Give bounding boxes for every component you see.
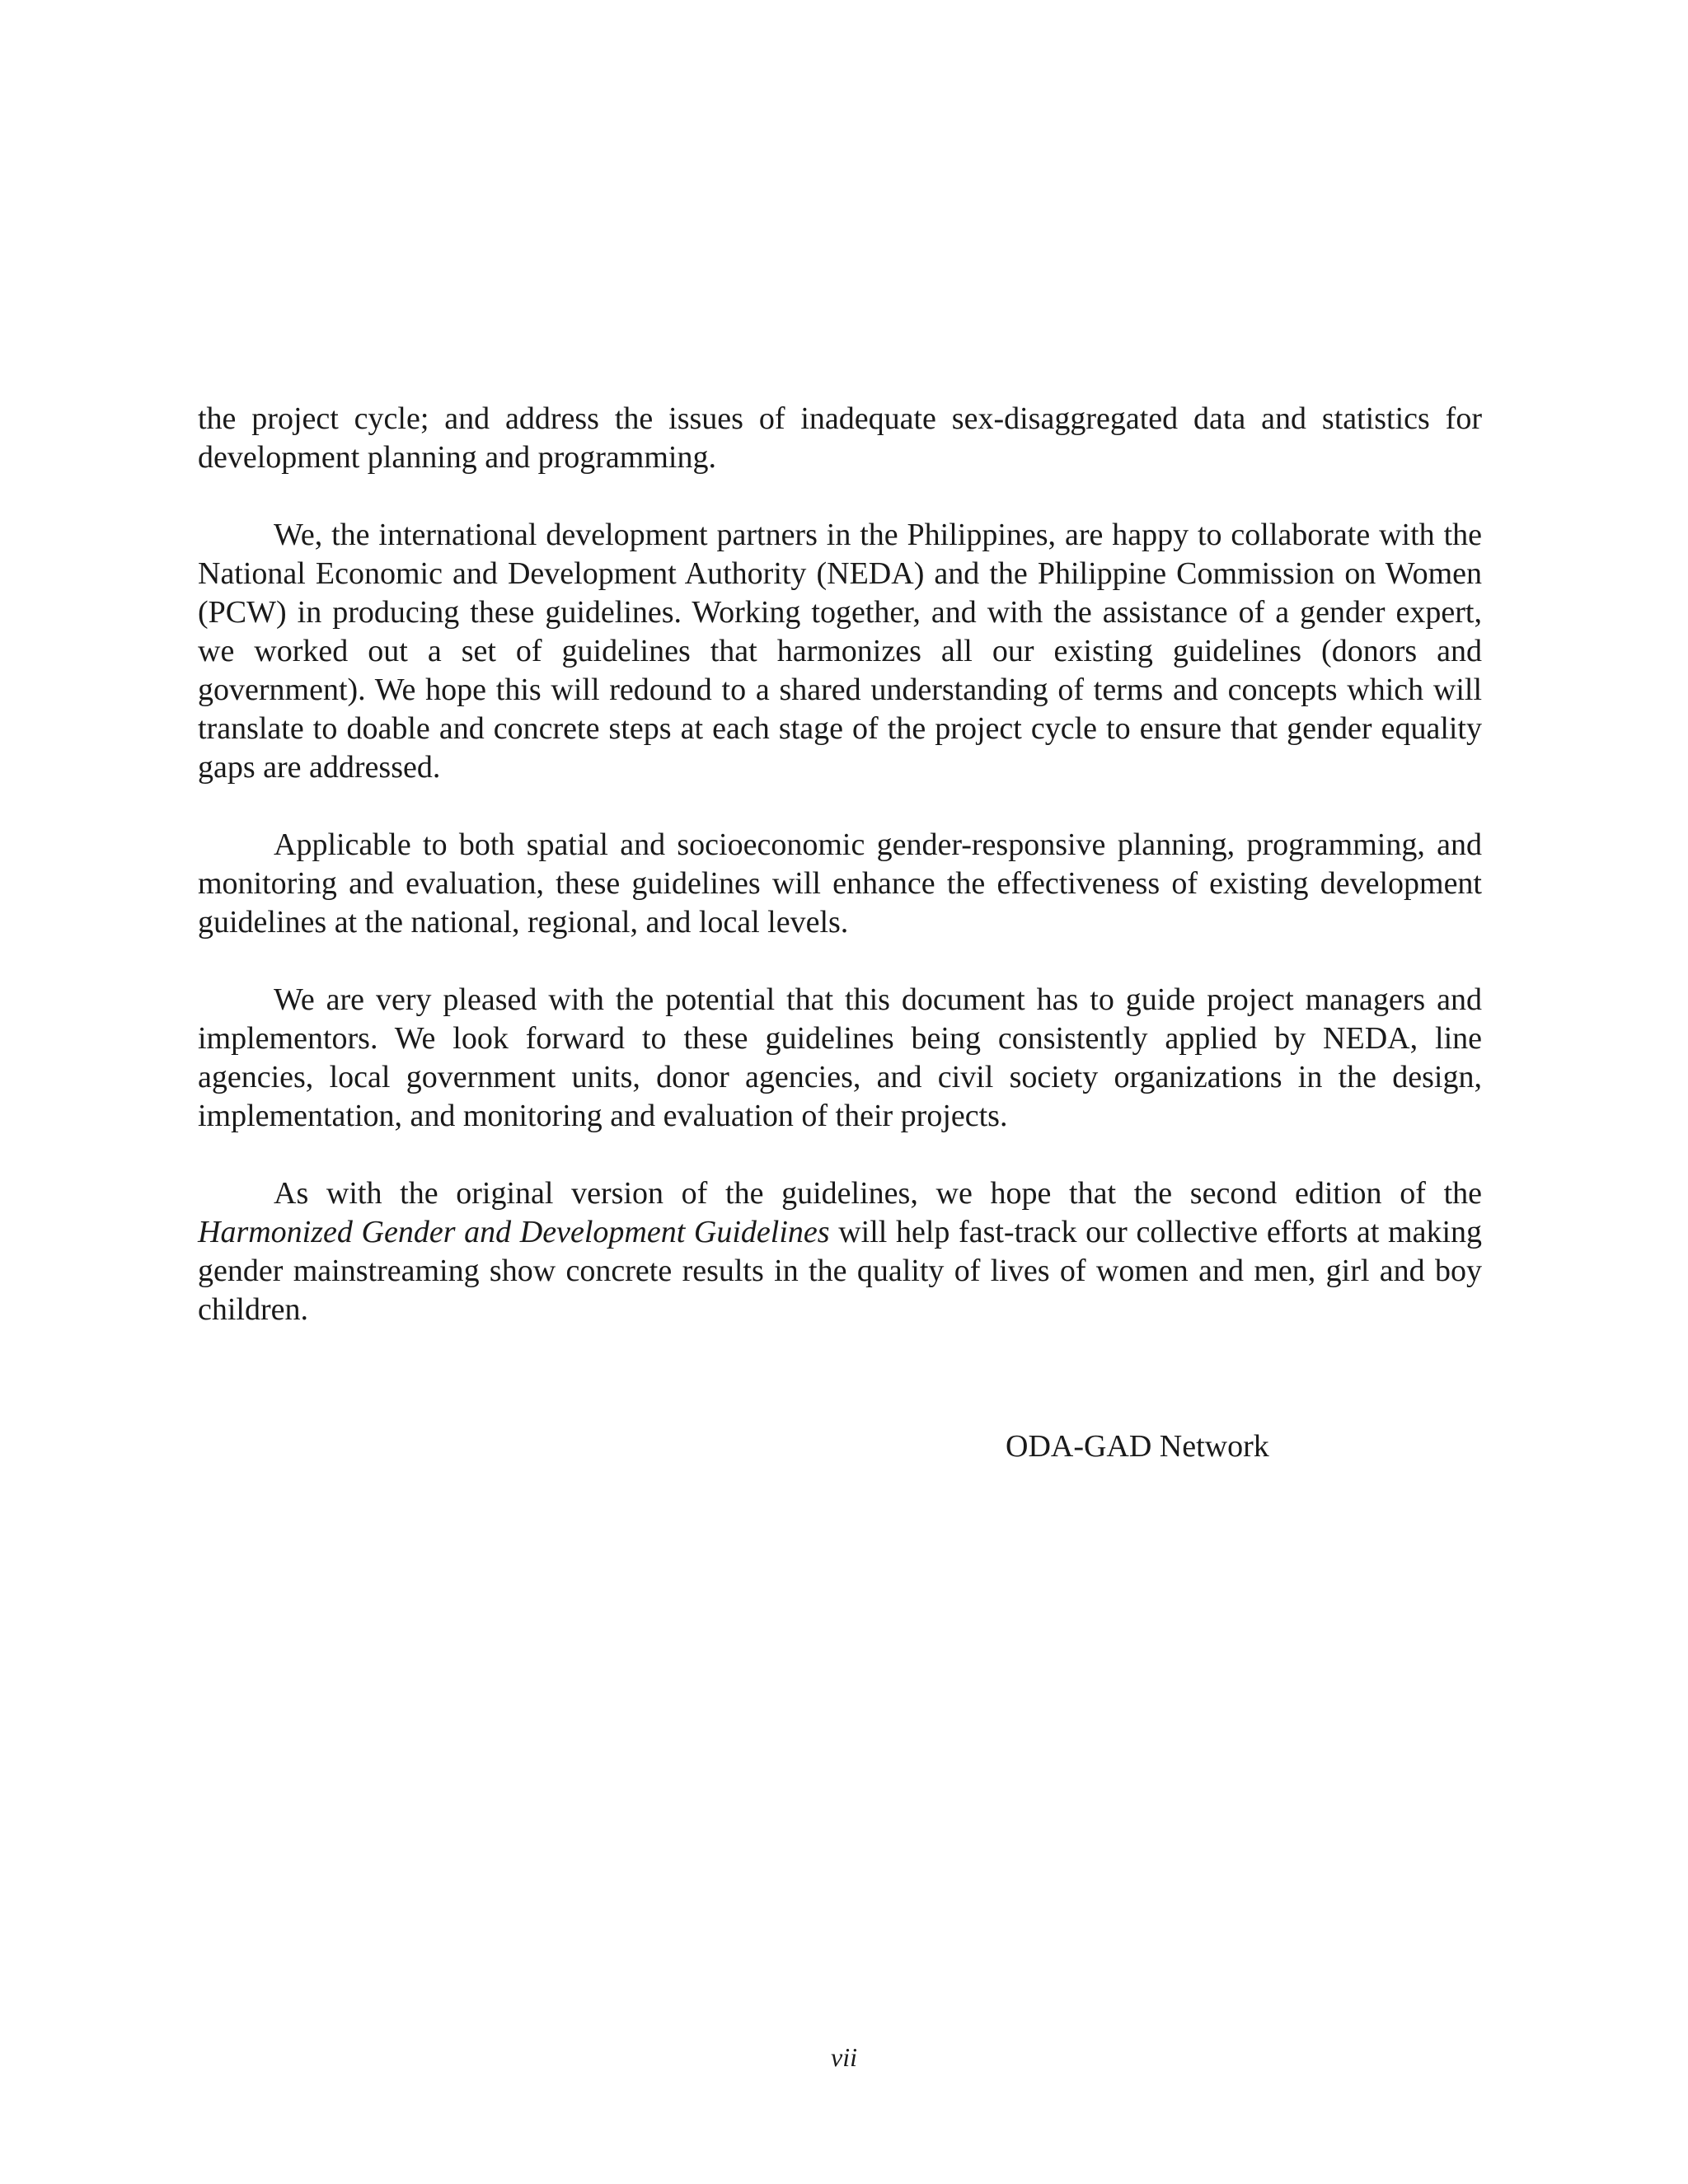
paragraph-continuation: the project cycle; and address the issues of inadequate sex-disaggregated data and statistics for development planning and programming. bbox=[198, 401, 1482, 475]
publication-title: Harmonized Gender and Development Guidelines bbox=[198, 1215, 830, 1249]
page-number: vii bbox=[831, 2042, 857, 2072]
paragraph-tail: will help fast-track our collective efforts at making gender mainstreaming show concrete results in the quality of lives of women and men, girl and boy children. bbox=[198, 1215, 1483, 1327]
paragraph-lead: As with the original version of the guidelines, we hope that the second edition of the bbox=[274, 1176, 1482, 1211]
paragraph-potential: We are very pleased with the potential that this document has to guide project managers and implementors. We look forward to these guidelines being consistently applied by NEDA, line agencies, local government units, donor agencies, and civil society organizations in the design, implementation, and monitoring and evaluation of their projects. bbox=[198, 982, 1482, 1133]
paragraph-collaboration: We, the international development partners in the Philippines, are happy to collaborate with the National Economic and Development Authority (NEDA) and the Philippine Commission on Women (PCW) in producing these guidelines. Working together, and with the assistance of a gender expert, we worked out a set of guidelines that harmonizes all our existing guidelines (donors and government). We hope this will redound to a shared understanding of terms and concepts which will translate to doable and concrete steps at each stage of the project cycle to ensure that gender equality gaps are addressed. bbox=[198, 518, 1482, 785]
paragraph-second-edition bbox=[198, 1174, 1482, 1329]
signature: ODA-GAD Network bbox=[1006, 1429, 1269, 1464]
paragraph-applicability: Applicable to both spatial and socioeconomic gender-responsive planning, programming, and monitoring and evaluation, these guidelines will enhance the effectiveness of existing development guidelines at the national, regional, and local levels. bbox=[198, 827, 1482, 940]
body-text bbox=[198, 400, 1482, 1368]
